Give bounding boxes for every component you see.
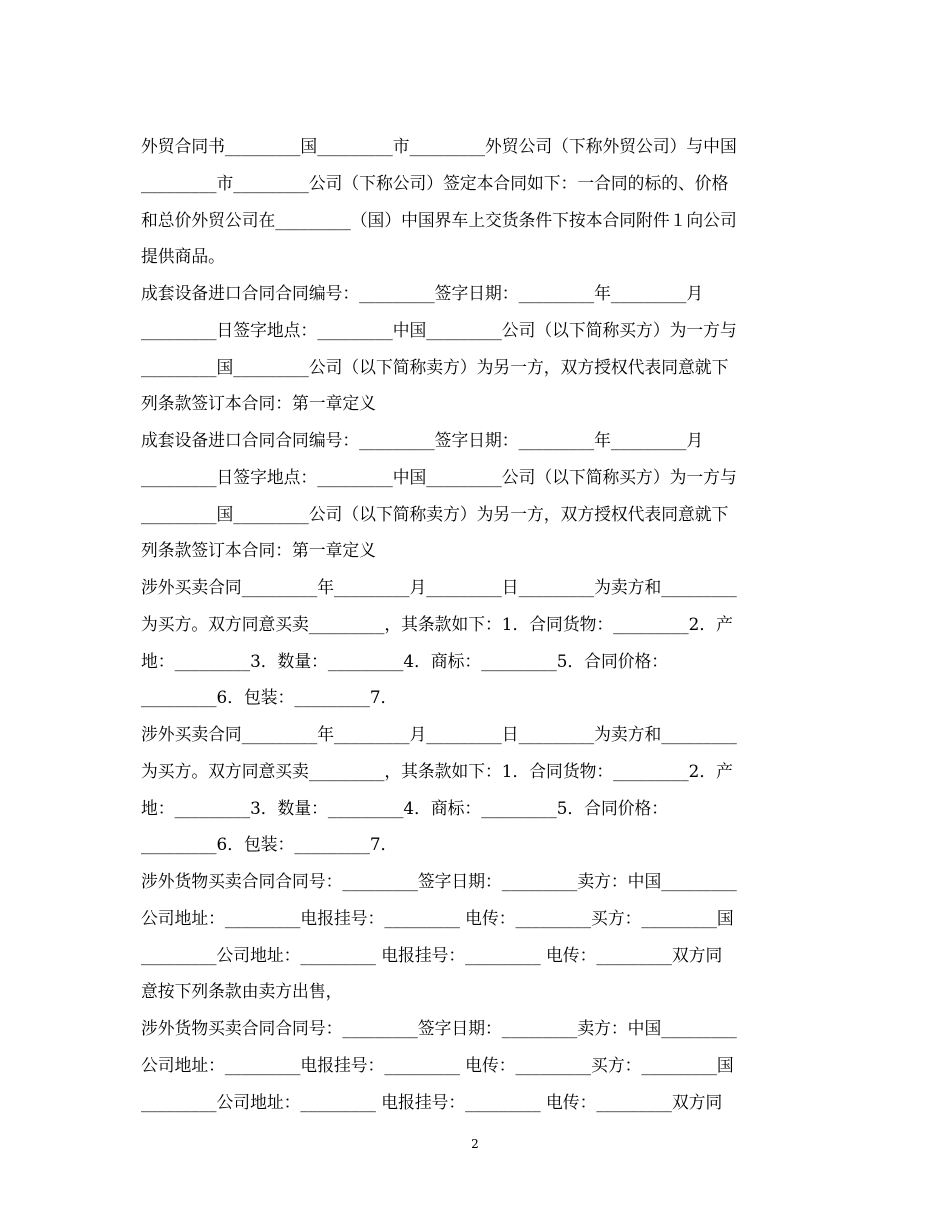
- text-line: 涉外买卖合同_________年_________月_________日_________为卖方和_________: [141, 724, 737, 744]
- text-line: 提供商品。: [141, 246, 225, 267]
- document-body: [141, 128, 806, 1120]
- text-line: _________日签字地点：_________中国_________公司（以下简称买方）为一方与: [141, 466, 737, 487]
- text-line: 和总价外贸公司在_________（国）中国界车上交货条件下按本合同附件１向公司: [141, 209, 737, 230]
- text-line: 意按下列条款由卖方出售，: [141, 981, 343, 1002]
- text-line: 涉外买卖合同_________年_________月_________日_________为卖方和_________: [141, 577, 737, 597]
- text-line: 为买方。双方同意买卖_________，其条款如下：1．合同货物：_________2．产: [141, 613, 733, 634]
- text-line: _________公司地址：_________ 电报挂号：_________ 电传：_________双方同: [141, 944, 723, 965]
- text-line: _________国_________公司（以下简称卖方）为另一方，双方授权代表同意就下: [141, 356, 729, 377]
- text-line: _________6．包装：_________7．: [141, 687, 398, 708]
- text-line: _________日签字地点：_________中国_________公司（以下简称买方）为一方与: [141, 319, 737, 340]
- text-line: _________市_________公司（下称公司）签定本合同如下：一合同的标的、价格: [141, 172, 729, 193]
- text-line: 列条款签订本合同：第一章定义: [141, 540, 376, 561]
- text-line: 涉外货物买卖合同合同号：_________签字日期：_________卖方：中国_________: [141, 1018, 737, 1038]
- text-line: 地：_________3．数量：_________4．商标：_________5．合同价格：: [141, 650, 669, 671]
- text-line: 外贸合同书_________国_________市_________外贸公司（下称外贸公司）与中国: [141, 136, 737, 156]
- text-line: 为买方。双方同意买卖_________，其条款如下：1．合同货物：_________2．产: [141, 760, 733, 781]
- text-line: 列条款签订本合同：第一章定义: [141, 393, 376, 414]
- text-line: 地：_________3．数量：_________4．商标：_________5．合同价格：: [141, 797, 669, 818]
- text-line: 公司地址：_________电报挂号：_________ 电传：_________买方：_________国: [141, 1054, 734, 1075]
- page-number: 2: [471, 1137, 479, 1151]
- text-line: 公司地址：_________电报挂号：_________ 电传：_________买方：_________国: [141, 907, 734, 928]
- text-line: _________国_________公司（以下简称卖方）为另一方，双方授权代表同意就下: [141, 503, 729, 524]
- text-line: _________公司地址：_________ 电报挂号：_________ 电传：_________双方同: [141, 1091, 723, 1112]
- text-line: 成套设备进口合同合同编号：_________签字日期：_________年_________月: [141, 283, 704, 303]
- text-line: 涉外货物买卖合同合同号：_________签字日期：_________卖方：中国_________: [141, 871, 737, 891]
- text-line: 成套设备进口合同合同编号：_________签字日期：_________年_________月: [141, 430, 704, 450]
- text-line: _________6．包装：_________7．: [141, 834, 398, 855]
